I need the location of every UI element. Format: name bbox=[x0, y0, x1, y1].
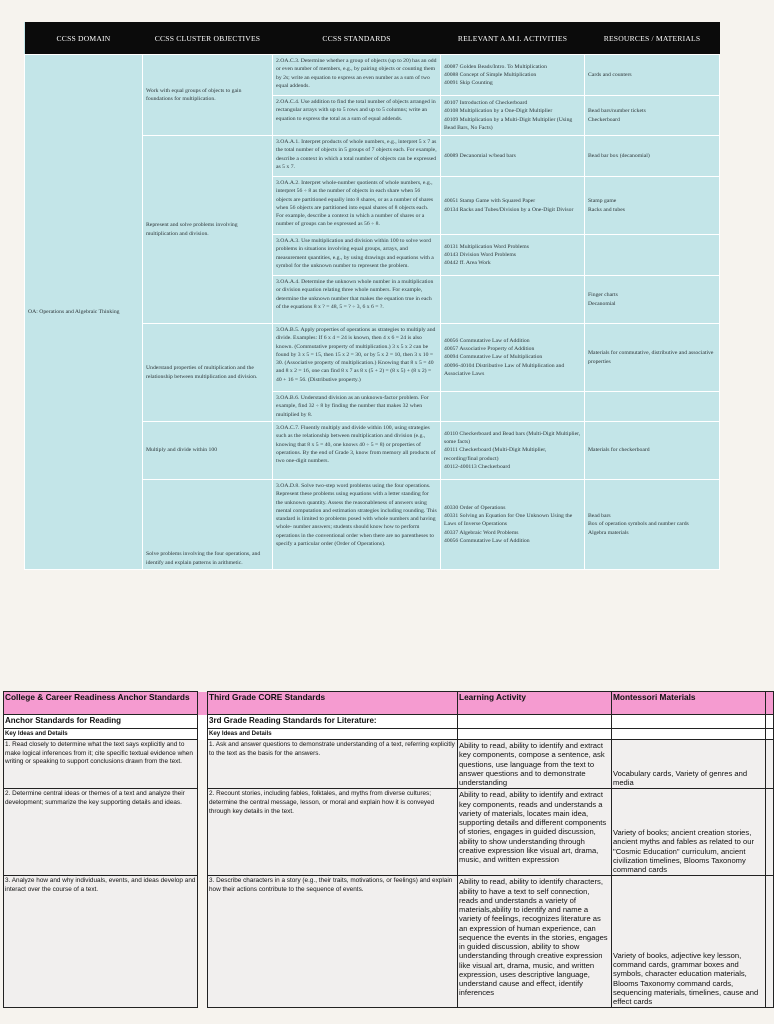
activities-cell bbox=[441, 177, 585, 235]
empty-cell bbox=[766, 789, 774, 876]
standard-cell: 3.OA.A.2. Interpret whole-number quotients of whole numbers, e.g., interpret 56 ÷ 8 as the number of objects in each share when 56 objects are partitioned equally into 8 shares, or as a number of shares when 56 objects are partitioned into equal shares of 8 objects each. For example, describe a context in which a number of shares or a number of groups can be expressed as 56 ÷ 8. bbox=[273, 177, 441, 235]
resource-item: Box of operation symbols and number cards bbox=[588, 521, 689, 528]
activity-item: 40091 Skip Counting bbox=[444, 80, 493, 87]
resource-item: Cards and counters bbox=[588, 71, 632, 78]
cluster-cell: Solve problems involving the four operations, and identify and explain patterns in arithmetic. bbox=[143, 480, 273, 570]
activity-item: 40111 Checkerboard (Multi-Digit Multiplier, recording/final product) bbox=[444, 447, 547, 462]
core-standard-cell: 2. Recount stories, including fables, folktales, and myths from diverse cultures; determine the central message, lesson, or moral and explain how it is conveyed through key details in the text. bbox=[208, 789, 458, 876]
empty-cell bbox=[766, 715, 774, 729]
cluster-cell: Work with equal groups of objects to gain foundations for multiplication. bbox=[143, 55, 273, 136]
subheader-anchor-reading: Anchor Standards for Reading bbox=[4, 715, 198, 729]
empty-cell bbox=[766, 740, 774, 789]
reading-table bbox=[3, 691, 774, 1008]
activity-item: 40143 Division Word Problems bbox=[444, 251, 516, 258]
resource-item: Algebra materials bbox=[588, 529, 629, 536]
resources-cell bbox=[585, 276, 720, 324]
activities-cell bbox=[441, 136, 585, 177]
column-gap bbox=[198, 715, 208, 729]
resources-cell bbox=[585, 55, 720, 96]
header-ccss-standards: CCSS STANDARDS bbox=[273, 22, 441, 55]
standard-cell: 3.OA.B.5. Apply properties of operations as strategies to multiply and divide. Examples: If 6 x 4 = 24 is known, then 4 x 6 = 24 is also known. (Commutative property of multiplication.) 3 x 5 x 2 can be found by 3 x 5 = 15, then 15 x 2 = 30, or by 5 x 2 = 10, then 3 x 10 = 30. (Associative property of multiplication.) Knowing that 8 x 5 = 40 and 8 x 2 = 16, one can find 8 x 7 as 8 x (5 + 2) = (8 x 5) + (8 x 2) = 40 + 16 = 56. (Distributive property.) bbox=[273, 324, 441, 392]
activities-cell bbox=[441, 55, 585, 96]
resources-cell bbox=[585, 422, 720, 480]
activity-item: 40112-400113 Checkerboard bbox=[444, 463, 511, 470]
activity-item: 40110 Checkerboard and Bead bars (Multi-Digit Multiplier, some facts) bbox=[444, 430, 581, 446]
cluster-cell: Understand properties of multiplication and the relationship between multiplication and division. bbox=[143, 324, 273, 422]
resources-cell bbox=[585, 136, 720, 177]
standard-cell: 3.OA.B.6. Understand division as an unknown-factor problem. For example, find 32 ÷ 8 by finding the number that makes 32 when multiplied by 8. bbox=[273, 392, 441, 422]
activity-item: 40109 Multiplication by a Multi-Digit Multiplier (Using Bead Bars, No Facts) bbox=[444, 116, 573, 131]
header-learning-activity: Learning Activity bbox=[458, 692, 612, 715]
empty-cell bbox=[766, 876, 774, 1008]
activity-item: 40337 Algebraic Word Problems bbox=[444, 529, 519, 536]
header-overflow-column bbox=[766, 692, 774, 715]
column-gap bbox=[198, 692, 208, 715]
resource-item: Bead bars bbox=[588, 513, 611, 520]
core-standard-cell: 3. Describe characters in a story (e.g., their traits, motivations, or feelings) and explain how their actions contribute to the sequence of events. bbox=[208, 876, 458, 1008]
resource-item: Racks and tubes bbox=[588, 206, 625, 213]
header-ami-activities: RELEVANT A.M.I. ACTIVITIES bbox=[441, 22, 585, 55]
activities-cell bbox=[441, 480, 585, 570]
activity-item: 40131 Multiplication Word Problems bbox=[444, 243, 529, 250]
table-row bbox=[4, 740, 774, 789]
montessori-materials-cell: Variety of books; ancient creation stories, ancient myths and fables as related to our "Cosmic Education" curriculum, ancient civilization timelines, Blooms Taxonomy command cards bbox=[612, 789, 766, 876]
key-ideas-label: Key Ideas and Details bbox=[208, 728, 458, 739]
activities-cell bbox=[441, 392, 585, 422]
standard-cell: 2.OA.C.4. Use addition to find the total number of objects arranged in rectangular arrays with up to 5 rows and up to 5 columns; write an equation to express the total as a sum of equal addends. bbox=[273, 96, 441, 136]
resources-cell bbox=[585, 235, 720, 276]
montessori-materials-cell: Vocabulary cards, Variety of genres and media bbox=[612, 740, 766, 789]
empty-cell bbox=[458, 715, 612, 729]
activity-item: 40330 Order of Operations bbox=[444, 504, 506, 511]
standard-cell: 3.OA.D.8. Solve two-step word problems using the four operations. Represent these problems using equations with a letter standing for the unknown quantity. Assess the reasonableness of answers using mental computation and estimation strategies including rounding. This standard is limited to problems posed with whole numbers and having whole- number answers; students should know how to perform operations in the conventional order when there are no parentheses to specify a particular order (Order of Operations). bbox=[273, 480, 441, 570]
column-gap bbox=[198, 789, 208, 876]
activities-cell bbox=[441, 422, 585, 480]
activity-item: 40088 Concept of Simple Multiplication bbox=[444, 71, 537, 78]
learning-activity-cell: Ability to read, ability to identify characters, ability to have a text to self connection, reads and understands a variety of materials,ability to identify and name a variety of feelings, recognizes literature as an expression of human experience, can sequence the events in the stories, engages in guided discussion, ability to show understanding through creative expression like visual art, drama, music, and written expression, uses descriptive language, understand cause and effect, identify inferences bbox=[458, 876, 612, 1008]
core-standard-cell: 1. Ask and answer questions to demonstrate understanding of a text, referring explicitly to the text as the basis for the answers. bbox=[208, 740, 458, 789]
activity-item: 40056 Commutative Law of Addition bbox=[444, 337, 530, 344]
math-table bbox=[24, 22, 720, 570]
standard-cell: 3.OA.A.1. Interpret products of whole numbers, e.g., interpret 5 x 7 as the total number of objects in 5 groups of 7 objects each. For example, describe a context in which a total number of objects can be expressed as 5 x 7. bbox=[273, 136, 441, 177]
activity-item: 40056 Commutative Law of Addition bbox=[444, 537, 530, 544]
domain-cell: OA: Operations and Algebraic Thinking bbox=[25, 55, 143, 570]
reading-header-row bbox=[4, 692, 774, 715]
cluster-cell: Represent and solve problems involving multiplication and division. bbox=[143, 136, 273, 324]
standard-cell: 2.OA.C.3. Determine whether a group of objects (up to 20) has an odd or even number of members, e.g., by pairing objects or counting them by 2s; write an equation to express an even number as a sum of two equal addends. bbox=[273, 55, 441, 96]
resource-item: Materials for commutative, distributive and associative properties bbox=[588, 350, 714, 365]
empty-cell bbox=[766, 728, 774, 739]
standard-cell: 3.OA.A.4. Determine the unknown whole number in a multiplication or division equation relating three whole numbers. For example, determine the unknown number that makes the equation true in each of the equations 8 x ? = 48, 5 = ? ÷ 3, 6 x 6 = ?. bbox=[273, 276, 441, 324]
column-gap bbox=[198, 728, 208, 739]
anchor-standard-cell: 2. Determine central ideas or themes of a text and analyze their development; summarize the key supporting details and ideas. bbox=[4, 789, 198, 876]
anchor-standard-cell: 1. Read closely to determine what the text says explicitly and to make logical inferences from it; cite specific textual evidence when writing or speaking to support conclusions drawn from the text. bbox=[4, 740, 198, 789]
empty-cell bbox=[458, 728, 612, 739]
resource-item: Checkerboard bbox=[588, 116, 620, 123]
activity-item: 40108 Multiplication by a One-Digit Multiplier bbox=[444, 108, 553, 115]
standard-cell: 3.OA.A.3. Use multiplication and division within 100 to solve word problems in situations involving equal groups, arrays, and measurement quantities, e.g., by using drawings and equations with a symbol for the unknown number to represent the problem. bbox=[273, 235, 441, 276]
resource-item: Stamp game bbox=[588, 198, 617, 205]
reading-subheader-row bbox=[4, 715, 774, 729]
activity-item: 40107 Introduction of Checkerboard bbox=[444, 99, 528, 106]
resource-item: Bead bar box (decanomial) bbox=[588, 152, 650, 159]
activities-cell bbox=[441, 235, 585, 276]
header-ccss-domain: CCSS DOMAIN bbox=[25, 22, 143, 55]
resource-item: Materials for checkerboard bbox=[588, 447, 650, 454]
resources-cell bbox=[585, 324, 720, 392]
header-core-standards: Third Grade CORE Standards bbox=[208, 692, 458, 715]
learning-activity-cell: Ability to read, ability to identify and extract key components, reads and understands a variety of materials, locates main idea, supporting details and different components of stories, engages in guided discussion, ability to show understanding through creative expression like visual art, drama, music, and written expression bbox=[458, 789, 612, 876]
resources-cell bbox=[585, 96, 720, 136]
activity-item: 40057 Associative Property of Addition bbox=[444, 346, 535, 353]
resource-item: Decanomial bbox=[588, 300, 616, 307]
subheader-grade3-literature: 3rd Grade Reading Standards for Literature: bbox=[208, 715, 458, 729]
table-row bbox=[4, 876, 774, 1008]
cluster-cell: Multiply and divide within 100 bbox=[143, 422, 273, 480]
resource-item: Bead bars/number tickets bbox=[588, 108, 646, 115]
key-ideas-row bbox=[4, 728, 774, 739]
math-header-row bbox=[25, 22, 720, 55]
header-anchor-standards: College & Career Readiness Anchor Standards bbox=[4, 692, 198, 715]
activity-item: 40094 Commutative Law of Multiplication bbox=[444, 354, 543, 361]
activity-item: 40096-40104 Distributive Law of Multiplication and Associative Laws bbox=[444, 362, 565, 377]
activity-item: 40087 Golden Beads/Intro. To Multiplication bbox=[444, 63, 547, 70]
resources-cell bbox=[585, 392, 720, 422]
activities-cell bbox=[441, 276, 585, 324]
header-montessori-materials: Montessori Materials bbox=[612, 692, 766, 715]
learning-activity-cell: Ability to read, ability to identify and extract key components, compose a sentence, ask questions, use language from the text to answer questions and to demonstrate understanding bbox=[458, 740, 612, 789]
activity-item: 40442 ff. Area Work bbox=[444, 260, 491, 267]
resources-cell bbox=[585, 480, 720, 570]
activity-item: 40089 Decanomial w/bead bars bbox=[444, 152, 516, 159]
math-standards-table bbox=[24, 22, 719, 566]
standard-cell: 3.OA.C.7. Fluently multiply and divide within 100, using strategies such as the relationship between multiplication and division (e.g., knowing that 8 x 5 = 40, one knows 40 ÷ 5 = 8) or properties of operations. By the end of Grade 3, know from memory all products of two one-digit numbers. bbox=[273, 422, 441, 480]
column-gap bbox=[198, 740, 208, 789]
activity-item: 40331 Solving an Equation for One Unknown Using the Laws of Inverse Operations bbox=[444, 513, 573, 528]
key-ideas-label: Key Ideas and Details bbox=[4, 728, 198, 739]
reading-standards-table bbox=[3, 691, 768, 1007]
table-row bbox=[4, 789, 774, 876]
resources-cell bbox=[585, 177, 720, 235]
table-row bbox=[25, 55, 720, 96]
montessori-materials-cell: Variety of books, adjective key lesson, command cards, grammar boxes and symbols, character education materials, Blooms Taxonomy command cards, sequencing materials, timelines, cause and effect cards bbox=[612, 876, 766, 1008]
resource-item: Finger charts bbox=[588, 292, 618, 299]
activity-item: 40051 Stamp Game with Squared Paper bbox=[444, 198, 536, 205]
column-gap bbox=[198, 876, 208, 1008]
anchor-standard-cell: 3. Analyze how and why individuals, events, and ideas develop and interact over the course of a text. bbox=[4, 876, 198, 1008]
activities-cell bbox=[441, 324, 585, 392]
activities-cell bbox=[441, 96, 585, 136]
activity-item: 40134 Racks and Tubes/Division by a One-Digit Divisor bbox=[444, 206, 574, 213]
header-resources-materials: RESOURCES / MATERIALS bbox=[585, 22, 720, 55]
empty-cell bbox=[612, 715, 766, 729]
header-cluster-objectives: CCSS CLUSTER OBJECTIVES bbox=[143, 22, 273, 55]
empty-cell bbox=[612, 728, 766, 739]
